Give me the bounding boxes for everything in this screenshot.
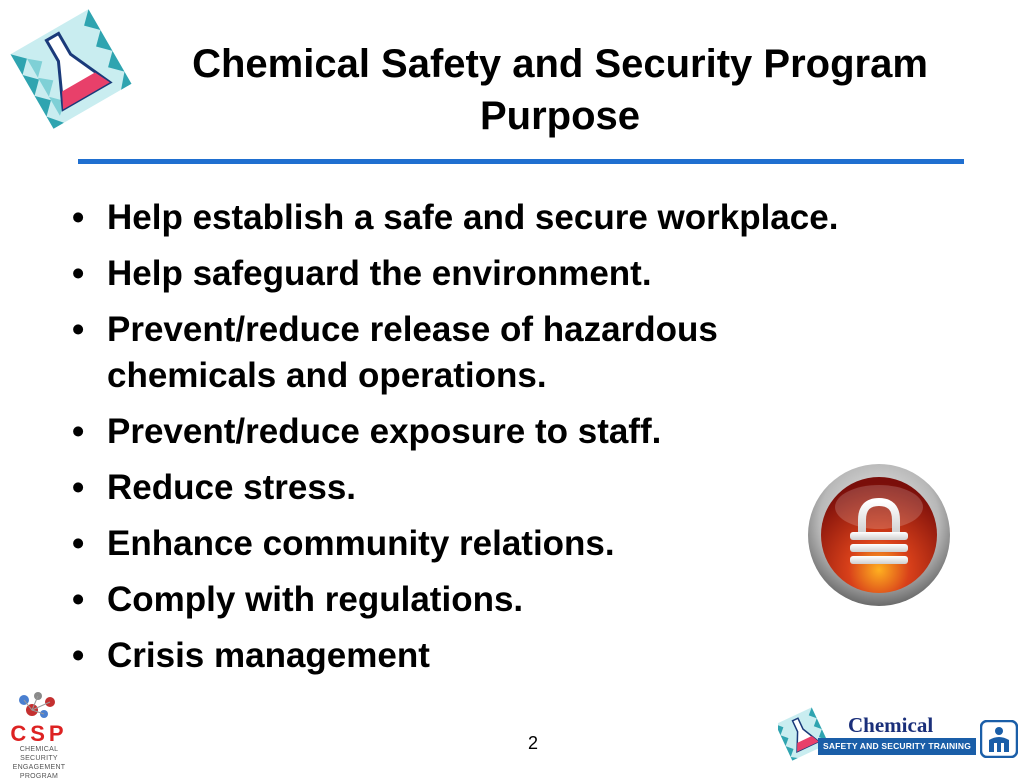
bullet-item [72,409,847,455]
bullet-text: Enhance community relations. [107,524,615,563]
cst-logo-bar: SAFETY AND SECURITY TRAINING [818,738,976,755]
title-divider [78,159,964,164]
sandia-logo-icon [980,720,1018,758]
bullet-text: Prevent/reduce release of hazardous chemicals and operations. [107,310,718,395]
bullet-text: Help safeguard the environment. [107,254,652,293]
bullet-dot: • [72,636,85,675]
lock-icon [806,462,952,608]
bullet-list [72,195,847,689]
bullet-text: Prevent/reduce exposure to staff. [107,412,662,451]
bullet-text: Help establish a safe and secure workplace. [107,198,839,237]
bullet-text: Crisis management [107,636,430,675]
bullet-dot: • [72,524,85,563]
csp-subtitle-line-1: CHEMICAL SECURITY [19,746,59,762]
bullet-text: Reduce stress. [107,468,357,507]
csp-subtitle-line-2: ENGAGEMENT PROGRAM [12,764,66,780]
page-title [130,38,990,142]
flask-logo-icon [8,8,134,130]
bullet-item [72,521,847,567]
title-line-1: Chemical Safety and Security Program [192,42,928,86]
bullet-text: Comply with regulations. [107,580,524,619]
bullet-dot: • [72,412,85,451]
bullet-dot: • [72,468,85,507]
page-number: 2 [528,733,539,753]
title-line-2: Purpose [479,94,641,138]
bullet-dot: • [72,580,85,619]
csp-subtitle [0,745,78,781]
bullet-dot: • [72,310,85,349]
bullet-item [72,307,847,399]
bullet-dot: • [72,198,85,237]
bullet-item [72,195,847,241]
bullet-dot: • [72,254,85,293]
bullet-item [72,251,847,297]
bullet-item [72,465,847,511]
bullet-item [72,633,847,679]
bullet-item [72,577,847,623]
csp-letters: CSP [10,721,68,746]
cst-logo-word: Chemical [848,713,934,737]
